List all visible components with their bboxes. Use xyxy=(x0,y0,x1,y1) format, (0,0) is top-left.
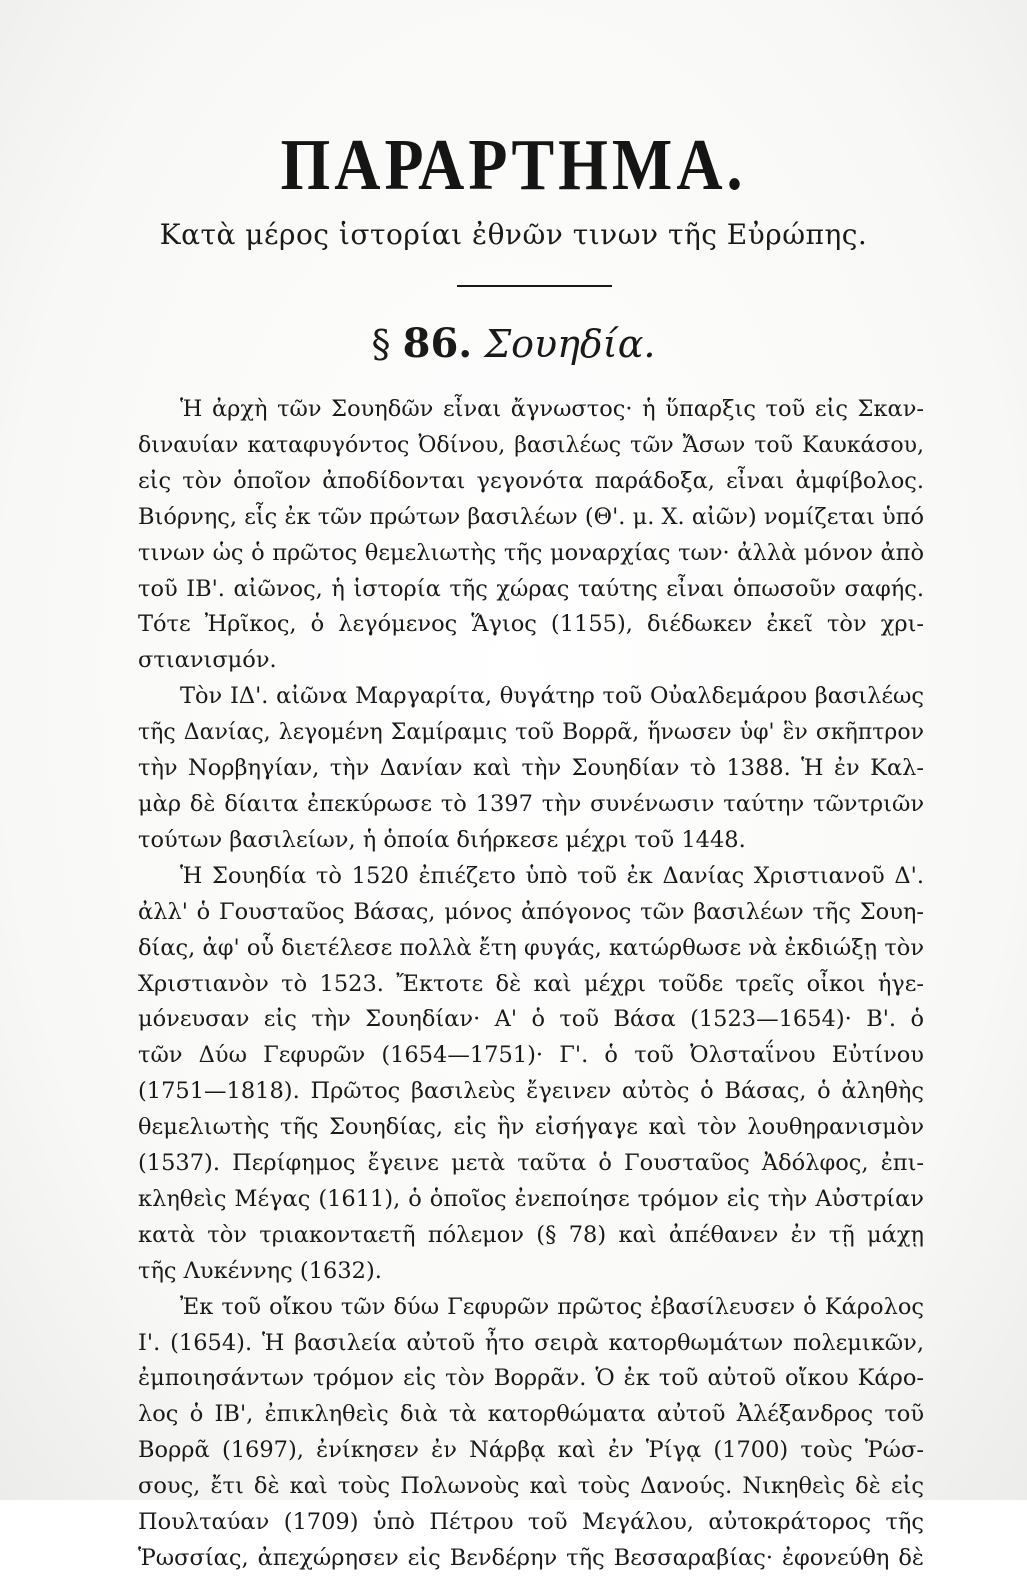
text-line: Τὸν ΙΔ'. αἰῶνα Μαργαρίτα, θυγάτηρ τοῦ Οὐαλδεμάρου βασιλέως xyxy=(180,683,924,710)
text-line: Βιόρνης, εἷς ἐκ τῶν πρώτων βασιλέων (Θ'. μ. Χ. αἰῶν) νομίζεται ὑπό xyxy=(138,503,924,530)
text-line: Ῥωσσίας, ἀπεχώρησεν εἰς Βενδέρην τῆς Βεσσαραβίας· ἐφονεύθη δὲ xyxy=(138,1545,924,1571)
text-line: τοῦ ΙΒ'. αἰῶνος, ἡ ἱστορία τῆς χώρας ταύτης εἶναι ὁπωσοῦν σαφής. xyxy=(138,575,924,602)
text-line: διναυίαν καταφυγόντος Ὀδίνου, βασιλέως τῶν Ἄσων τοῦ Καυκάσου, xyxy=(138,432,924,458)
text-line: Βορρᾶ (1697), ἐνίκησεν ἐν Νάρβᾳ καὶ ἐν Ῥίγᾳ (1700) τοὺς Ῥώσ- xyxy=(138,1437,924,1464)
text-line: Ἐκ τοῦ οἴκου τῶν δύω Γεφυρῶν πρῶτος ἐβασίλευσεν ὁ Κάρολος xyxy=(180,1293,924,1320)
section-name: Σουηδία. xyxy=(484,322,656,366)
text-line: τὴν Νορβηγίαν, τὴν Δανίαν καὶ τὴν Σουηδίαν τὸ 1388. Ἡ ἐν Καλ- xyxy=(138,755,924,782)
text-line: τῶν Δύω Γεφυρῶν (1654—1751)· Γ'. ὁ τοῦ Ὀλσταΐνου Εὐτίνου xyxy=(138,1042,924,1069)
text-line: μὰρ δὲ δίαιτα ἐπεκύρωσε τὸ 1397 τὴν συνένωσιν ταύτην τῶντριῶν xyxy=(138,790,924,817)
text-line: τινων ὡς ὁ πρῶτος θεμελιωτὴς τῆς μοναρχίας των· ἀλλὰ μόνον ἀπὸ xyxy=(138,539,924,566)
appendix-title: ΠΑΡΑΡΤΗΜΑ. xyxy=(280,123,747,206)
text-line: τῆς Λυκέννης (1632). xyxy=(138,1257,382,1284)
body-text xyxy=(138,392,924,1577)
text-line: στιανισμόν. xyxy=(138,647,277,674)
text-line: τούτων βασιλείων, ἡ ὁποία διήρκεσε μέχρι τοῦ 1448. xyxy=(138,826,746,853)
text-line: (1537). Περίφημος ἔγεινε μετὰ ταῦτα ὁ Γουσταῦος Ἀδόλφος, ἐπι- xyxy=(138,1150,924,1177)
text-line: Ἡ ἀρχὴ τῶν Σουηδῶν εἶναι ἄγνωστος· ἡ ὕπαρξις τοῦ εἰς Σκαν- xyxy=(180,396,924,422)
text-line: θεμελιωτὴς τῆς Σουηδίας, εἰς ἣν εἰσήγαγε καὶ τὸν λουθηρανισμὸν xyxy=(138,1114,924,1141)
text-line: Τότε Ἠρῖκος, ὁ λεγόμενος Ἅγιος (1155), διέδωκεν ἐκεῖ τὸν χρι- xyxy=(138,611,924,638)
text-line: ἀλλ' ὁ Γουσταῦος Βάσας, μόνος ἀπόγονος τῶν βασιλέων τῆς Σουη- xyxy=(138,898,924,925)
text-line: δίας, ἀφ' οὗ διετέλεσε πολλὰ ἔτη φυγάς, κατώρθωσε νὰ ἐκδιώξῃ τὸν xyxy=(138,934,924,961)
text-line: ἐμποιησάντων τρόμον εἰς τὸν Βορρᾶν. Ὁ ἐκ τοῦ αὐτοῦ οἴκου Κάρο- xyxy=(138,1365,924,1392)
section-heading xyxy=(0,320,1027,367)
text-line: κληθεὶς Μέγας (1611), ὁ ὁποῖος ἐνεποίησε τρόμον εἰς τὴν Αὐστρίαν xyxy=(138,1185,924,1212)
text-line: λος ὁ ΙΒ', ἐπικληθεὶς διὰ τὰ κατορθώματα αὐτοῦ Ἀλέξανδρος τοῦ xyxy=(138,1401,924,1428)
text-line: (1751—1818). Πρῶτος βασιλεὺς ἔγεινεν αὐτὸς ὁ Βάσας, ὁ ἀληθὴς xyxy=(138,1078,924,1105)
section-symbol: § xyxy=(371,322,391,366)
decorative-rule xyxy=(457,285,612,287)
appendix-subtitle: Κατὰ μέρος ἱστορίαι ἐθνῶν τινων τῆς Εὐρώπης. xyxy=(159,218,868,251)
text-line: Πουλταύαν (1709) ὑπὸ Πέτρου τοῦ Μεγάλου, αὐτοκράτορος τῆς xyxy=(138,1509,924,1536)
text-line: μόνευσαν εἰς τὴν Σουηδίαν· Α' ὁ τοῦ Βάσα (1523—1654)· Β'. ὁ xyxy=(138,1006,924,1033)
section-number: 86. xyxy=(402,320,473,367)
text-line: σους, ἔτι δὲ καὶ τοὺς Πολωνοὺς καὶ τοὺς Δανούς. Νικηθεὶς δὲ εἰς xyxy=(138,1473,924,1500)
text-line: Χριστιανὸν τὸ 1523. Ἔκτοτε δὲ καὶ μέχρι τοῦδε τρεῖς οἶκοι ἡγε- xyxy=(138,970,924,997)
text-line: εἰς τὸν ὁποῖον ἀποδίδονται γεγονότα παράδοξα, εἶναι ἀμφίβολος. xyxy=(138,467,924,494)
text-line: Ἡ Σουηδία τὸ 1520 ἐπιέζετο ὑπὸ τοῦ ἐκ Δανίας Χριστιανοῦ Δ'. xyxy=(180,862,924,889)
text-line: τῆς Δανίας, λεγομένη Σαμίραμις τοῦ Βορρᾶ, ἥνωσεν ὑφ' ἓν σκῆπτρον xyxy=(138,720,924,746)
text-line: Ι'. (1654). Ἡ βασιλεία αὐτοῦ ἦτο σειρὰ κατορθωμάτων πολεμικῶν, xyxy=(138,1329,924,1356)
text-line: κατὰ τὸν τριακονταετῆ πόλεμον (§ 78) καὶ ἀπέθανεν ἐν τῇ μάχῃ xyxy=(138,1221,924,1248)
